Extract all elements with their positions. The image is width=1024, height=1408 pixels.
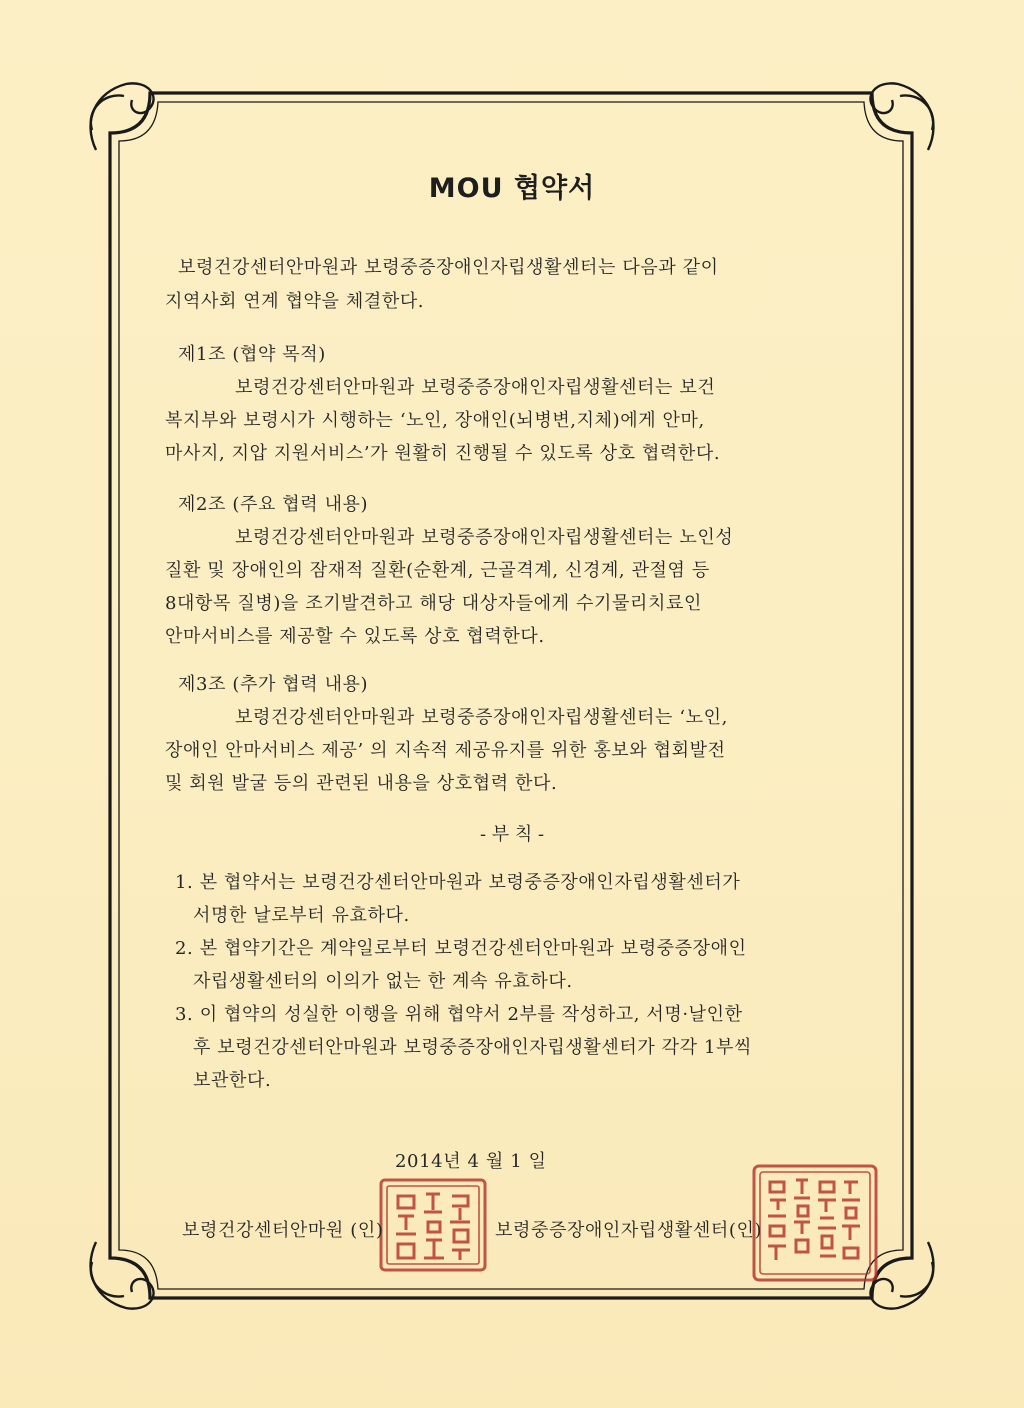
supplementary-heading: - 부 칙 - — [479, 824, 545, 845]
article-3-line: 및 회원 발굴 등의 관련된 내용을 상호협력 한다. — [165, 773, 558, 794]
supplementary-line: 서명한 날로부터 유효하다. — [193, 905, 410, 926]
article-2-line: 보령건강센터안마원과 보령중증장애인자립생활센터는 노인성 — [235, 527, 734, 548]
left-seal-stamp — [376, 1172, 490, 1276]
article-3-heading: 제3조 (추가 협력 내용) — [178, 674, 369, 695]
document-title: MOU 협약서 — [428, 173, 596, 204]
signature-right: 보령중증장애인자립생활센터(인) — [495, 1220, 763, 1241]
article-2-heading: 제2조 (주요 협력 내용) — [178, 494, 369, 515]
supplementary-line: 후 보령건강센터안마원과 보령중증장애인자립생활센터가 각각 1부씩 — [193, 1037, 752, 1058]
article-1-line: 마사지, 지압 지원서비스’가 원활히 진행될 수 있도록 상호 협력한다. — [165, 443, 721, 464]
intro-line: 보령건강센터안마원과 보령중증장애인자립생활센터는 다음과 같이 — [178, 257, 719, 278]
supplementary-line: 보관한다. — [193, 1070, 272, 1091]
article-1-heading: 제1조 (협약 목적) — [178, 344, 326, 365]
article-2-line: 질환 및 장애인의 잠재적 질환(순환계, 근골격계, 신경계, 관절염 등 — [165, 560, 710, 581]
article-1-line: 복지부와 보령시가 시행하는 ‘노인, 장애인(뇌병변,지체)에게 안마, — [165, 410, 705, 431]
article-3-line: 보령건강센터안마원과 보령중증장애인자립생활센터는 ‘노인, — [235, 707, 728, 728]
right-seal-stamp — [748, 1160, 882, 1286]
intro-line: 지역사회 연계 협약을 체결한다. — [165, 291, 425, 312]
signature-left: 보령건강센터안마원 (인) — [182, 1220, 384, 1241]
agreement-date: 2014년 4 월 1 일 — [395, 1151, 547, 1172]
article-1-line: 보령건강센터안마원과 보령중증장애인자립생활센터는 보건 — [235, 377, 716, 398]
supplementary-line: 1. 본 협약서는 보령건강센터안마원과 보령중증장애인자립생활센터가 — [175, 872, 741, 893]
supplementary-line: 자립생활센터의 이의가 없는 한 계속 유효하다. — [193, 971, 573, 992]
article-2-line: 8대항목 질병)을 조기발견하고 해당 대상자들에게 수기물리치료인 — [165, 593, 702, 614]
supplementary-line: 3. 이 협약의 성실한 이행을 위해 협약서 2부를 작성하고, 서명·날인한 — [175, 1004, 743, 1025]
article-3-line: 장애인 안마서비스 제공’ 의 지속적 제공유지를 위한 홍보와 협회발전 — [165, 740, 726, 761]
supplementary-line: 2. 본 협약기간은 계약일로부터 보령건강센터안마원과 보령중증장애인 — [175, 938, 747, 959]
article-2-line: 안마서비스를 제공할 수 있도록 상호 협력한다. — [165, 626, 545, 647]
